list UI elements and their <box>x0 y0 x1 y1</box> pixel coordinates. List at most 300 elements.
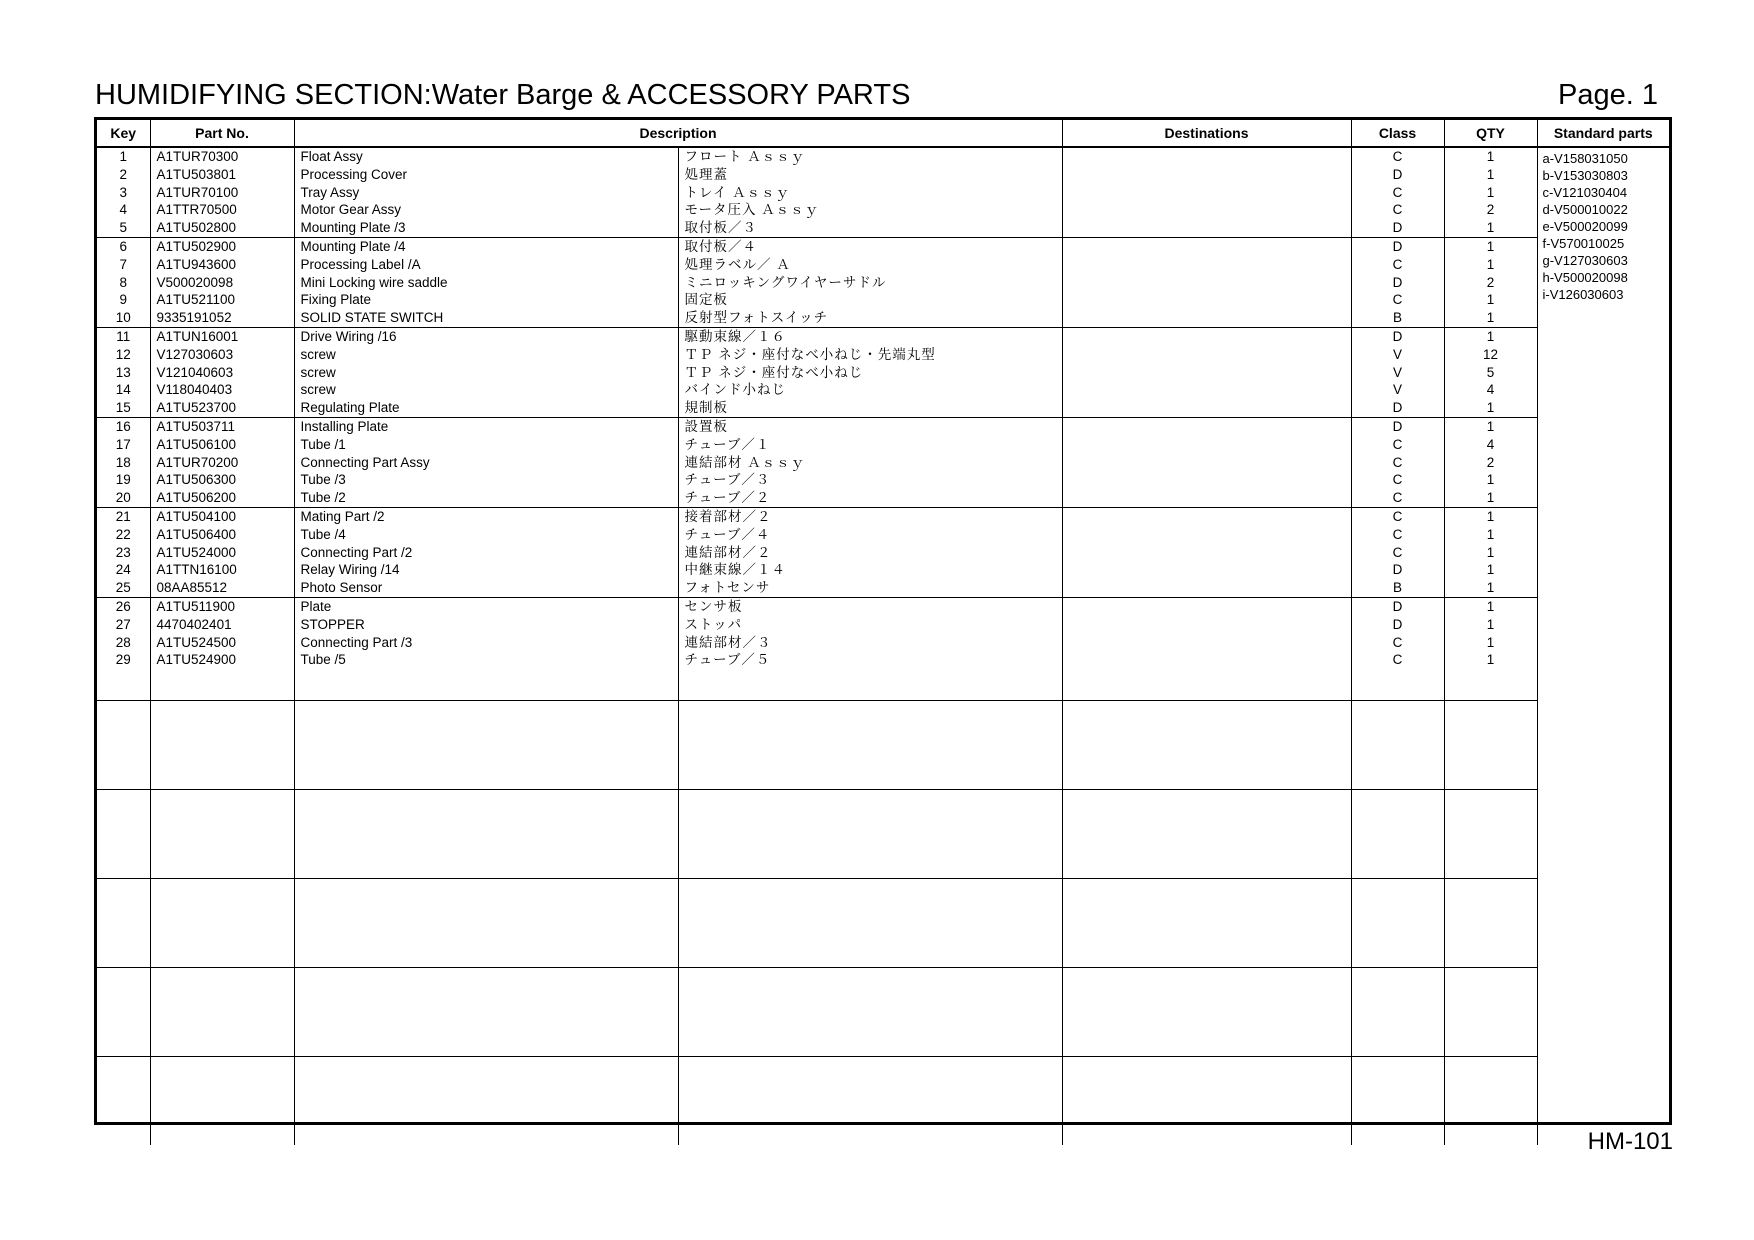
description-cell: screw <box>294 346 678 364</box>
description-japanese-cell: ＴＰ ネジ・座付なべ小ねじ <box>678 364 1062 382</box>
empty-cell <box>1062 968 1351 1057</box>
class-cell: D <box>1351 597 1444 615</box>
class-cell: C <box>1351 544 1444 562</box>
destinations-cell <box>1062 436 1351 454</box>
description-japanese-cell: 連結部材／３ <box>678 634 1062 652</box>
part-number-cell: A1TU506200 <box>150 489 294 507</box>
key-cell: 9 <box>119 292 127 308</box>
part-number-cell: A1TU524500 <box>150 634 294 652</box>
key-cell: 2 <box>119 166 127 182</box>
destinations-cell <box>1062 489 1351 507</box>
qty-cell: 2 <box>1444 201 1537 219</box>
empty-cell <box>294 879 678 968</box>
description-cell: Processing Label /A <box>294 256 678 274</box>
destinations-cell <box>1062 526 1351 544</box>
table-row <box>97 597 1669 615</box>
class-cell: C <box>1351 291 1444 309</box>
empty-cell <box>1444 879 1537 968</box>
key-cell: 12 <box>115 346 131 362</box>
empty-cell <box>678 790 1062 879</box>
table-row <box>97 381 1669 399</box>
class-cell: C <box>1351 634 1444 652</box>
table-row <box>97 346 1669 364</box>
description-japanese-cell: ＴＰ ネジ・座付なべ小ねじ・先端丸型 <box>678 346 1062 364</box>
description-japanese-cell: ミニロッキングワイヤーサドル <box>678 274 1062 292</box>
qty-cell: 1 <box>1444 544 1537 562</box>
part-number-cell: A1TU504100 <box>150 507 294 525</box>
table-row <box>97 309 1669 327</box>
description-japanese-cell: チューブ／５ <box>678 651 1062 669</box>
qty-cell: 1 <box>1444 219 1537 237</box>
description-cell: Photo Sensor <box>294 579 678 597</box>
description-japanese-cell: ストッパ <box>678 616 1062 634</box>
part-number-cell: A1TU502800 <box>150 219 294 237</box>
key-cell: 26 <box>115 598 131 614</box>
table-row <box>97 291 1669 309</box>
class-cell: D <box>1351 417 1444 435</box>
page-number: Page. 1 <box>1558 79 1658 111</box>
blank-row-block <box>97 701 1669 790</box>
destinations-cell <box>1062 274 1351 292</box>
table-row <box>97 651 1669 669</box>
empty-cell <box>294 968 678 1057</box>
part-number-cell: 9335191052 <box>150 309 294 327</box>
class-cell: D <box>1351 237 1444 255</box>
description-cell: Mating Part /2 <box>294 507 678 525</box>
key-cell: 14 <box>115 382 131 398</box>
destinations-cell <box>1062 147 1351 166</box>
empty-cell <box>678 669 1062 701</box>
key-cell: 20 <box>97 489 150 507</box>
standard-part-item: a-V158031050 <box>1542 151 1628 166</box>
part-number-cell: A1TUR70200 <box>150 454 294 472</box>
description-cell: Float Assy <box>294 147 678 166</box>
empty-cell <box>678 1057 1062 1146</box>
empty-cell <box>97 1057 150 1146</box>
class-cell: V <box>1351 364 1444 382</box>
part-number-cell: A1TUR70300 <box>150 147 294 166</box>
parts-table <box>97 120 1669 1145</box>
blank-row-block <box>97 1057 1669 1146</box>
table-row <box>97 327 1669 345</box>
blank-row-block <box>97 790 1669 879</box>
col-header-standard-parts: Standard parts <box>1537 120 1669 147</box>
empty-cell <box>1351 701 1444 790</box>
class-cell: D <box>1351 166 1444 184</box>
qty-cell: 1 <box>1444 489 1537 507</box>
empty-cell <box>1444 968 1537 1057</box>
description-japanese-cell: フロート Ａｓｓｙ <box>678 147 1062 166</box>
empty-cell <box>1062 701 1351 790</box>
key-cell: 16 <box>115 418 131 434</box>
key-cell: 15 <box>97 399 150 417</box>
destinations-cell <box>1062 579 1351 597</box>
table-row <box>97 201 1669 219</box>
qty-cell: 1 <box>1444 507 1537 525</box>
empty-cell <box>678 879 1062 968</box>
description-japanese-cell: チューブ／２ <box>678 489 1062 507</box>
class-cell: C <box>1351 147 1444 166</box>
key-cell: 4 <box>119 202 127 218</box>
class-cell: V <box>1351 381 1444 399</box>
qty-cell: 1 <box>1444 561 1537 579</box>
destinations-cell <box>1062 201 1351 219</box>
description-cell: Connecting Part Assy <box>294 454 678 472</box>
empty-cell <box>1062 669 1351 701</box>
table-row <box>97 184 1669 202</box>
col-header-class: Class <box>1351 120 1444 147</box>
description-cell: Mini Locking wire saddle <box>294 274 678 292</box>
class-cell: C <box>1351 651 1444 669</box>
part-number-cell: V121040603 <box>150 364 294 382</box>
class-cell: D <box>1351 219 1444 237</box>
key-cell: 6 <box>119 238 127 254</box>
empty-cell <box>678 968 1062 1057</box>
part-number-cell: A1TU506300 <box>150 471 294 489</box>
empty-cell <box>1351 790 1444 879</box>
class-cell: D <box>1351 399 1444 417</box>
standard-parts-cell <box>1537 147 1669 1145</box>
table-row <box>97 489 1669 507</box>
table-row <box>97 561 1669 579</box>
empty-cell <box>678 701 1062 790</box>
qty-cell: 1 <box>1444 471 1537 489</box>
empty-cell <box>1444 669 1537 701</box>
part-number-cell: A1TU524900 <box>150 651 294 669</box>
key-cell: 27 <box>115 616 131 632</box>
key-cell: 24 <box>115 562 131 578</box>
empty-cell <box>97 790 150 879</box>
empty-cell <box>1062 879 1351 968</box>
qty-cell: 1 <box>1444 147 1537 166</box>
blank-row-block <box>97 968 1669 1057</box>
part-number-cell: 4470402401 <box>150 616 294 634</box>
class-cell: V <box>1351 346 1444 364</box>
description-cell: Relay Wiring /14 <box>294 561 678 579</box>
qty-cell: 1 <box>1444 417 1537 435</box>
empty-cell <box>150 879 294 968</box>
table-row <box>97 579 1669 597</box>
destinations-cell <box>1062 454 1351 472</box>
description-cell: Processing Cover <box>294 166 678 184</box>
description-japanese-cell: 連結部材／２ <box>678 544 1062 562</box>
qty-cell: 1 <box>1444 597 1537 615</box>
empty-cell <box>150 790 294 879</box>
key-cell: 13 <box>115 364 131 380</box>
qty-cell: 1 <box>1444 166 1537 184</box>
key-cell: 11 <box>116 328 131 344</box>
key-cell: 25 <box>97 579 150 597</box>
empty-cell <box>294 1057 678 1146</box>
description-cell: Drive Wiring /16 <box>294 327 678 345</box>
table-row <box>97 616 1669 634</box>
table-row <box>97 526 1669 544</box>
destinations-cell <box>1062 327 1351 345</box>
part-number-cell: A1TU511900 <box>150 597 294 615</box>
part-number-cell: A1TU502900 <box>150 237 294 255</box>
empty-cell <box>1062 1057 1351 1146</box>
description-cell: screw <box>294 364 678 382</box>
destinations-cell <box>1062 651 1351 669</box>
part-number-cell: A1TU521100 <box>150 291 294 309</box>
qty-cell: 1 <box>1444 526 1537 544</box>
description-cell: Plate <box>294 597 678 615</box>
key-cell: 22 <box>115 526 131 542</box>
empty-cell <box>1444 790 1537 879</box>
part-number-cell: 08AA85512 <box>150 579 294 597</box>
description-japanese-cell: 中継束線／１４ <box>678 561 1062 579</box>
empty-cell <box>294 701 678 790</box>
empty-cell <box>294 669 678 701</box>
empty-cell <box>97 669 150 701</box>
description-cell: Tube /3 <box>294 471 678 489</box>
description-cell: Mounting Plate /4 <box>294 237 678 255</box>
destinations-cell <box>1062 616 1351 634</box>
destinations-cell <box>1062 364 1351 382</box>
table-row <box>97 147 1669 166</box>
col-header-qty: QTY <box>1444 120 1537 147</box>
part-number-cell: A1TU503801 <box>150 166 294 184</box>
description-japanese-cell: 連結部材 Ａｓｓｙ <box>678 454 1062 472</box>
class-cell: D <box>1351 274 1444 292</box>
description-japanese-cell: モータ圧入 Ａｓｓｙ <box>678 201 1062 219</box>
description-cell: SOLID STATE SWITCH <box>294 309 678 327</box>
destinations-cell <box>1062 237 1351 255</box>
key-cell: 29 <box>115 652 131 668</box>
part-number-cell: V500020098 <box>150 274 294 292</box>
description-japanese-cell: チューブ／１ <box>678 436 1062 454</box>
standard-part-item: e-V500020099 <box>1542 219 1628 234</box>
qty-cell: 1 <box>1444 184 1537 202</box>
qty-cell: 1 <box>1444 237 1537 255</box>
qty-cell: 1 <box>1444 399 1537 417</box>
part-number-cell: A1TU506400 <box>150 526 294 544</box>
description-cell: STOPPER <box>294 616 678 634</box>
parts-table-frame <box>94 117 1672 1125</box>
class-cell: B <box>1351 579 1444 597</box>
empty-cell <box>97 968 150 1057</box>
description-cell: Tube /4 <box>294 526 678 544</box>
destinations-cell <box>1062 291 1351 309</box>
class-cell: C <box>1351 436 1444 454</box>
empty-cell <box>150 1057 294 1146</box>
description-cell: Tube /1 <box>294 436 678 454</box>
part-number-cell: A1TU503711 <box>150 417 294 435</box>
key-cell: 17 <box>115 436 131 452</box>
description-japanese-cell: センサ板 <box>678 597 1062 615</box>
blank-row-block <box>97 879 1669 968</box>
key-cell: 5 <box>97 219 150 237</box>
table-row <box>97 436 1669 454</box>
destinations-cell <box>1062 256 1351 274</box>
class-cell: C <box>1351 489 1444 507</box>
destinations-cell <box>1062 381 1351 399</box>
description-japanese-cell: バインド小ねじ <box>678 381 1062 399</box>
key-cell: 23 <box>115 544 131 560</box>
destinations-cell <box>1062 309 1351 327</box>
part-number-cell: A1TU506100 <box>150 436 294 454</box>
description-cell: Fixing Plate <box>294 291 678 309</box>
destinations-cell <box>1062 634 1351 652</box>
empty-cell <box>150 669 294 701</box>
parts-table-body <box>97 147 1669 1145</box>
description-japanese-cell: 駆動束線／１６ <box>678 327 1062 345</box>
standard-part-item: f-V570010025 <box>1542 236 1625 251</box>
empty-cell <box>1444 701 1537 790</box>
standard-part-item: d-V500010022 <box>1542 202 1628 217</box>
description-cell: Tube /2 <box>294 489 678 507</box>
class-cell: D <box>1351 561 1444 579</box>
empty-cell <box>150 701 294 790</box>
class-cell: C <box>1351 454 1444 472</box>
key-cell: 21 <box>115 508 131 524</box>
description-japanese-cell: 設置板 <box>678 417 1062 435</box>
key-cell: 1 <box>119 149 127 164</box>
class-cell: C <box>1351 526 1444 544</box>
qty-cell: 2 <box>1444 274 1537 292</box>
qty-cell: 1 <box>1444 634 1537 652</box>
part-number-cell: A1TTR70500 <box>150 201 294 219</box>
description-japanese-cell: 処理ラベル／ Ａ <box>678 256 1062 274</box>
class-cell: B <box>1351 309 1444 327</box>
qty-cell: 1 <box>1444 651 1537 669</box>
part-number-cell: A1TUR70100 <box>150 184 294 202</box>
class-cell: C <box>1351 184 1444 202</box>
destinations-cell <box>1062 184 1351 202</box>
part-number-cell: A1TUN16001 <box>150 327 294 345</box>
table-row <box>97 237 1669 255</box>
empty-cell <box>1062 790 1351 879</box>
destinations-cell <box>1062 507 1351 525</box>
part-number-cell: V127030603 <box>150 346 294 364</box>
table-row <box>97 364 1669 382</box>
description-japanese-cell: トレイ Ａｓｓｙ <box>678 184 1062 202</box>
description-japanese-cell: チューブ／４ <box>678 526 1062 544</box>
empty-cell <box>1351 669 1444 701</box>
class-cell: C <box>1351 471 1444 489</box>
qty-cell: 1 <box>1444 291 1537 309</box>
key-cell: 7 <box>119 256 127 272</box>
description-cell: Regulating Plate <box>294 399 678 417</box>
destinations-cell <box>1062 597 1351 615</box>
standard-part-item: b-V153030803 <box>1542 168 1628 183</box>
class-cell: D <box>1351 327 1444 345</box>
key-cell: 18 <box>115 454 131 470</box>
table-header-row <box>97 120 1669 147</box>
description-cell: screw <box>294 381 678 399</box>
qty-cell: 1 <box>1444 579 1537 597</box>
description-cell: Motor Gear Assy <box>294 201 678 219</box>
qty-cell: 4 <box>1444 381 1537 399</box>
empty-cell <box>1351 1057 1444 1146</box>
key-cell: 10 <box>97 309 150 327</box>
empty-cell <box>1444 1057 1537 1146</box>
col-header-destinations: Destinations <box>1062 120 1351 147</box>
empty-cell <box>1351 879 1444 968</box>
qty-cell: 12 <box>1444 346 1537 364</box>
description-cell: Mounting Plate /3 <box>294 219 678 237</box>
table-row <box>97 256 1669 274</box>
part-number-cell: A1TU523700 <box>150 399 294 417</box>
standard-part-item: c-V121030404 <box>1542 185 1628 200</box>
destinations-cell <box>1062 166 1351 184</box>
destinations-cell <box>1062 417 1351 435</box>
empty-cell <box>150 968 294 1057</box>
class-cell: C <box>1351 507 1444 525</box>
description-cell: Installing Plate <box>294 417 678 435</box>
part-number-cell: A1TU524000 <box>150 544 294 562</box>
col-header-key: Key <box>97 120 150 147</box>
class-cell: C <box>1351 256 1444 274</box>
empty-cell <box>1351 968 1444 1057</box>
empty-cell <box>97 701 150 790</box>
description-japanese-cell: 処理蓋 <box>678 166 1062 184</box>
description-cell: Tray Assy <box>294 184 678 202</box>
table-row <box>97 417 1669 435</box>
col-header-part-no: Part No. <box>150 120 294 147</box>
qty-cell: 5 <box>1444 364 1537 382</box>
standard-part-item: i-V126030603 <box>1542 287 1624 302</box>
empty-cell <box>97 879 150 968</box>
description-japanese-cell: 接着部材／２ <box>678 507 1062 525</box>
destinations-cell <box>1062 219 1351 237</box>
table-row <box>97 507 1669 525</box>
table-row <box>97 166 1669 184</box>
destinations-cell <box>1062 561 1351 579</box>
table-row <box>97 274 1669 292</box>
table-row <box>97 454 1669 472</box>
key-cell: 28 <box>115 634 131 650</box>
table-row <box>97 544 1669 562</box>
description-cell: Connecting Part /2 <box>294 544 678 562</box>
description-japanese-cell: フォトセンサ <box>678 579 1062 597</box>
qty-cell: 1 <box>1444 309 1537 327</box>
description-japanese-cell: 取付板／３ <box>678 219 1062 237</box>
key-cell: 8 <box>119 274 127 290</box>
destinations-cell <box>1062 544 1351 562</box>
destinations-cell <box>1062 346 1351 364</box>
qty-cell: 1 <box>1444 616 1537 634</box>
description-japanese-cell: 反射型フォトスイッチ <box>678 309 1062 327</box>
qty-cell: 1 <box>1444 256 1537 274</box>
qty-cell: 4 <box>1444 436 1537 454</box>
description-cell: Connecting Part /3 <box>294 634 678 652</box>
empty-cell <box>294 790 678 879</box>
table-row <box>97 634 1669 652</box>
key-cell: 3 <box>119 184 127 200</box>
description-japanese-cell: 固定板 <box>678 291 1062 309</box>
table-row-spacer <box>97 669 1669 701</box>
standard-part-item: g-V127030603 <box>1542 253 1628 268</box>
class-cell: C <box>1351 201 1444 219</box>
page-code: HM-101 <box>1587 1128 1673 1155</box>
description-japanese-cell: 規制板 <box>678 399 1062 417</box>
description-cell: Tube /5 <box>294 651 678 669</box>
destinations-cell <box>1062 471 1351 489</box>
qty-cell: 1 <box>1444 327 1537 345</box>
table-row <box>97 219 1669 237</box>
part-number-cell: A1TU943600 <box>150 256 294 274</box>
destinations-cell <box>1062 399 1351 417</box>
description-japanese-cell: 取付板／４ <box>678 237 1062 255</box>
key-cell: 19 <box>115 472 131 488</box>
page-title: HUMIDIFYING SECTION:Water Barge & ACCESSORY PARTS <box>95 79 911 111</box>
standard-part-item: h-V500020098 <box>1542 270 1628 285</box>
class-cell: D <box>1351 616 1444 634</box>
col-header-description: Description <box>294 120 1062 147</box>
part-number-cell: A1TTN16100 <box>150 561 294 579</box>
table-row <box>97 399 1669 417</box>
